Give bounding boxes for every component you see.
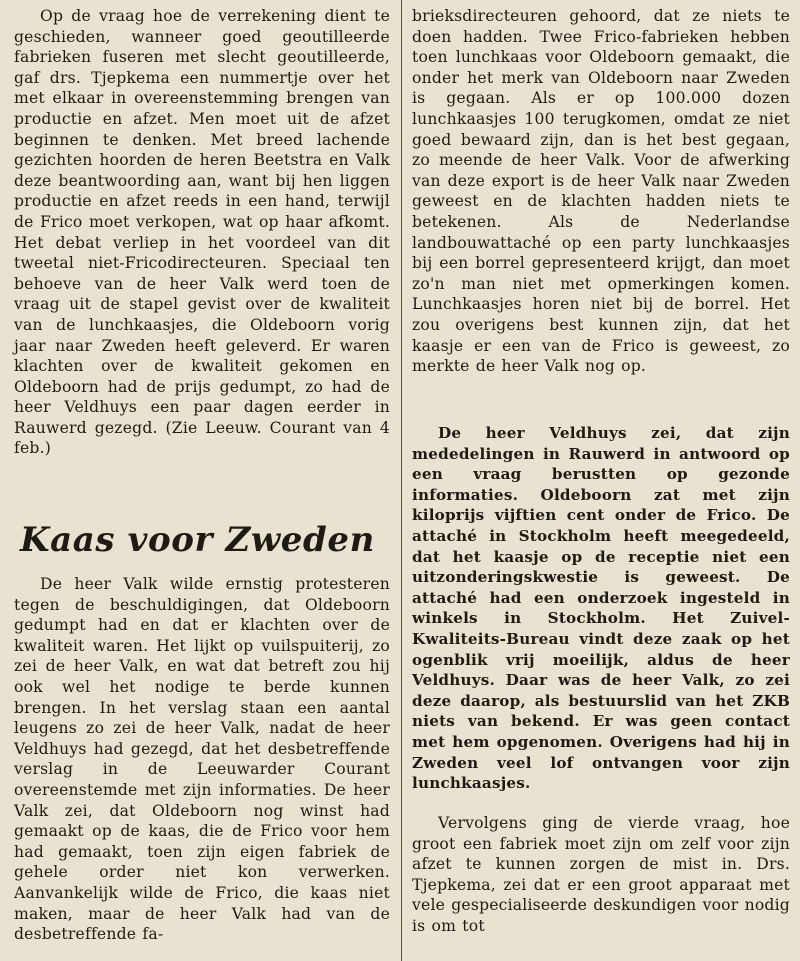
article-paragraph-4-bold: De heer Veldhuys zei, dat zijn mededelingen in Rauwerd in antwoord op een vraag berustten op gezonde informaties. Oldeboorn zat met zijn kiloprijs vijftien cent onder de Frico. De attaché in Stockholm heeft meegedeeld, dat het kaasje op de receptie niet een uitzonderingskwestie is geweest. De attaché had een onderzoek ingesteld in winkels in Stockholm. Het Zuivel-Kwaliteits-Bureau vindt deze zaak op het ogenblik vrij moeilijk, aldus de heer Veldhuys. Daar was de heer Valk, zo zei deze daarop, als bestuurslid van het ZKB niets van bekend. Er was geen contact met hem opgenomen. Overigens had hij in Zweden veel lof ontvangen voor zijn lunchkaasjes. (412, 424, 790, 793)
section-headline: Kaas voor Zweden (20, 520, 375, 560)
article-paragraph-2: De heer Valk wilde ernstig protesteren tegen de beschuldigingen, dat Oldeboorn gedumpt had en dat er klachten over de kwaliteit waren. Het lijkt op vuilspuiterij, zo zei de heer Valk, en wat dat betreft zou hij ook wel het nodige te berde kunnen brengen. In het verslag staan een aantal leugens zo zei de heer Valk, nadat de heer Veldhuys had gezegd, dat het desbetreffende verslag in de Leeuwarder Courant overeenstemde met zijn informaties. De heer Valk zei, dat Oldeboorn nog winst had gemaakt op de kaas, die de Frico voor hem had gemaakt, toen zijn eigen fabriek de gehele order niet kon verwerken. Aanvankelijk wilde de Frico, die kaas niet maken, maar de heer Valk had van de desbetreffende fa- (14, 575, 390, 944)
column-divider (401, 0, 402, 961)
article-paragraph-3: brieksdirecteuren gehoord, dat ze niets te doen hadden. Twee Frico-fabrieken hebben toen lunchkaas voor Oldeboorn gemaakt, die onder het merk van Oldeboorn naar Zweden is gegaan. Als er op 100.000 dozen lunchkaasjes 100 terugkomen, omdat ze niet goed bewaard zijn, dan is het best gegaan, zo meende de heer Valk. Voor de afwerking van deze export is de heer Valk naar Zweden geweest en de klachten hadden niets te betekenen. Als de Nederlandse landbouwattaché op een party lunchkaasjes bij een borrel gepresenteerd krijgt, dan moet zo'n man niet met opmerkingen komen. Lunchkaasjes horen niet bij de borrel. Het zou overigens best kunnen zijn, dat het kaasje er een van de Frico is geweest, zo merkte de heer Valk nog op. (412, 7, 790, 376)
article-paragraph-5: Vervolgens ging de vierde vraag, hoe groot een fabriek moet zijn om zelf voor zijn afzet te kunnen zorgen de mist in. Drs. Tjepkema, zei dat er een groot apparaat met vele gespecialiseerde deskundigen voor nodig is om tot (412, 814, 790, 935)
article-paragraph-1: Op de vraag hoe de verrekening dient te geschieden, wanneer goed geoutilleerde fabrieken fuseren met slecht geoutilleerde, gaf drs. Tjepkema een nummertje over het met elkaar in overeenstemming brengen van productie en afzet. Men moet uit de afzet beginnen te denken. Met breed lachende gezichten hoorden de heren Beetstra en Valk deze beantwoording aan, want bij hen liggen productie en afzet reeds in een hand, terwijl de Frico moet verkopen, wat op haar afkomt. Het debat verliep in het voordeel van dit tweetal niet-Fricodirecteuren. Speciaal ten behoeve van de heer Valk werd toen de vraag uit de stapel gevist over de kwaliteit van de lunchkaasjes, die Oldeboorn vorig jaar naar Zweden heeft geleverd. Er waren klachten over de kwaliteit gekomen en Oldeboorn had de prijs gedumpt, zo had de heer Veldhuys een paar dagen eerder in Rauwerd gezegd. (Zie Leeuw. Courant van 4 feb.) (14, 7, 390, 458)
